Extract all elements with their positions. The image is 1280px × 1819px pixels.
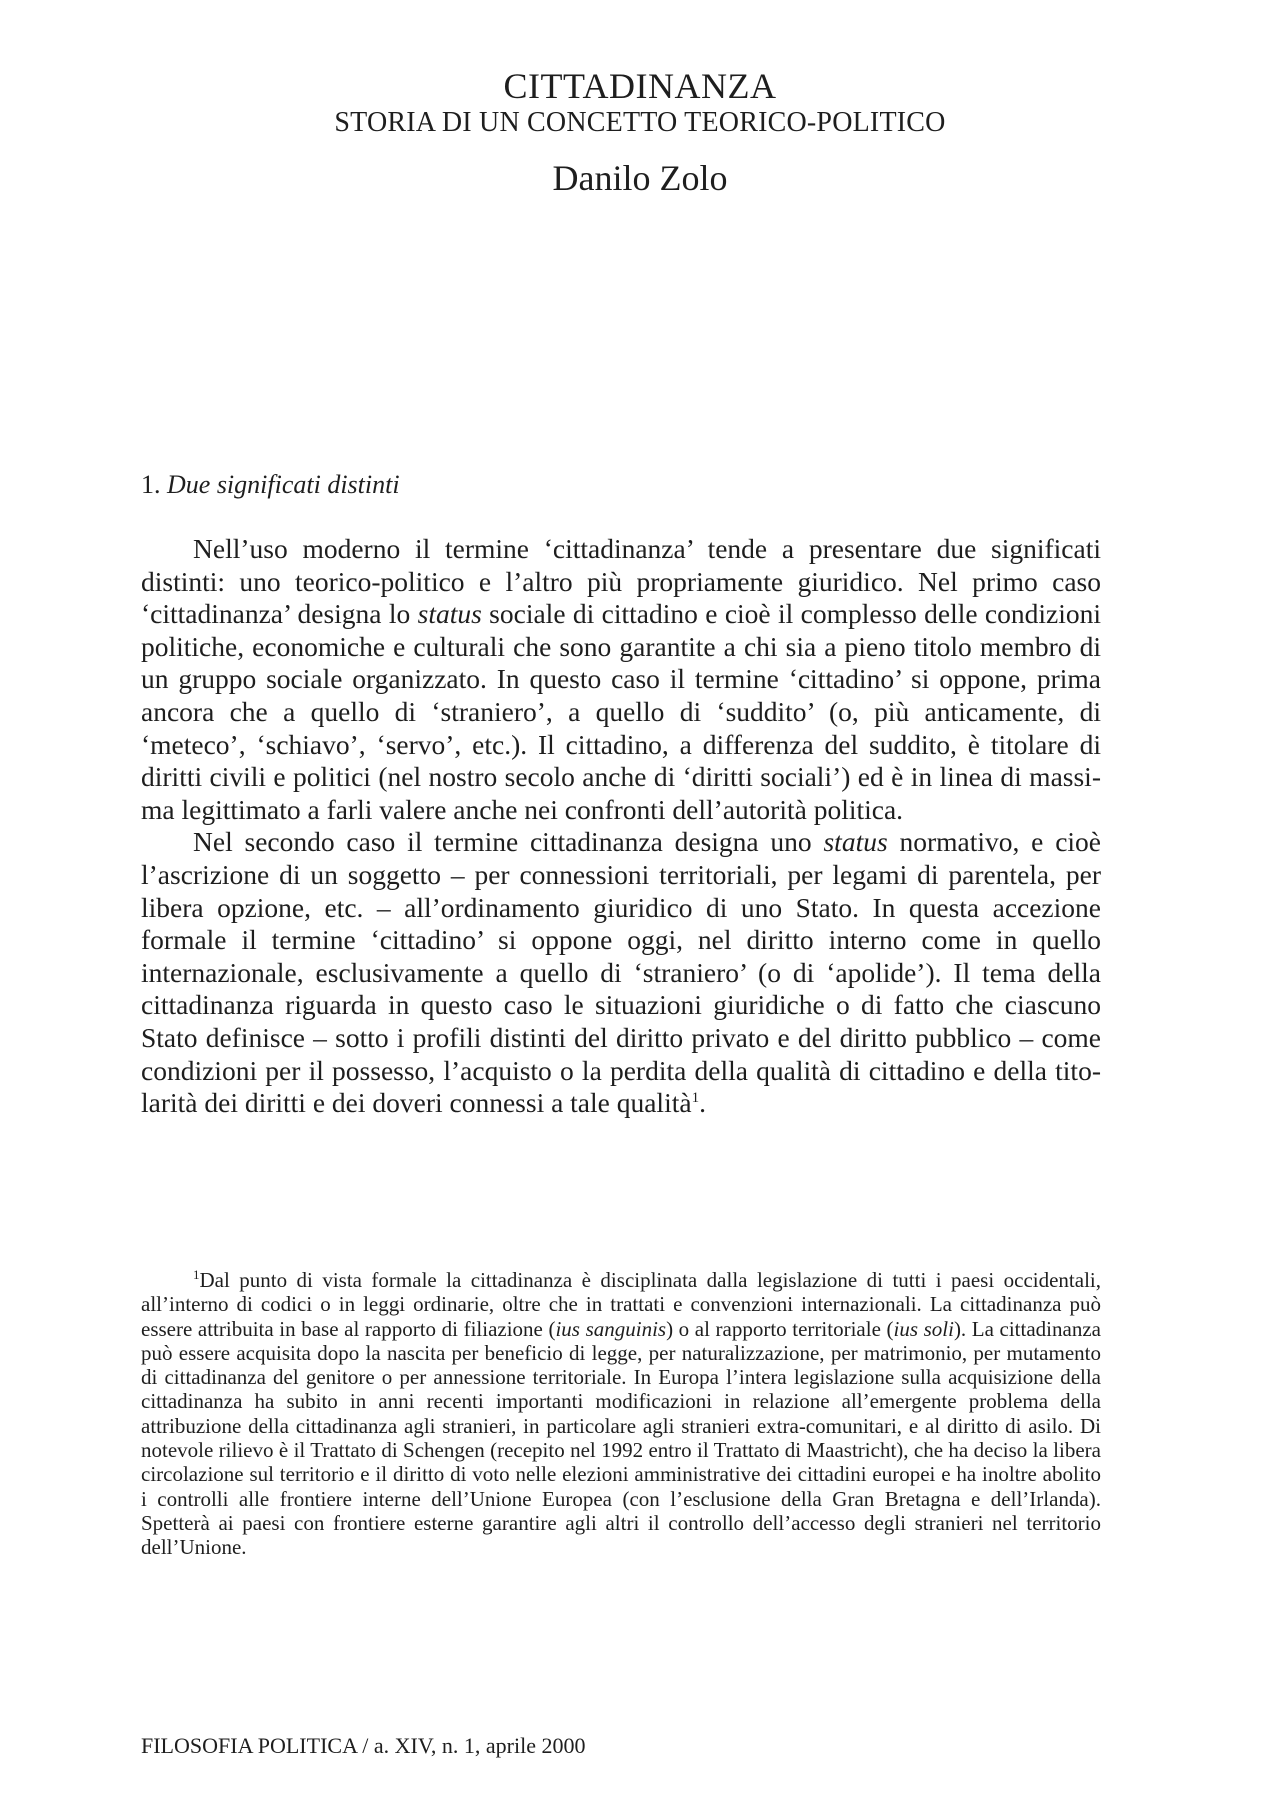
section-heading bbox=[141, 468, 400, 502]
journal-citation: FILOSOFIA POLITICA / a. XIV, n. 1, aprile 2000 bbox=[141, 1733, 586, 1758]
body-text bbox=[141, 533, 1101, 1120]
footnote-number: 1 bbox=[193, 1267, 200, 1282]
title-block bbox=[0, 66, 1280, 198]
footnote-text-b: ) o al rapporto territoriale ( bbox=[666, 1316, 894, 1341]
footnote-1 bbox=[141, 1268, 1101, 1560]
article-title: CITTADINANZA bbox=[503, 66, 777, 106]
footnotes bbox=[141, 1268, 1101, 1560]
paragraph-2-italic-status: status bbox=[823, 826, 888, 858]
paragraph-1-text-b: sociale di cittadino e cioè il complesso delle condizioni politiche, economiche e culturali che sono garantite a chi sia a pieno titolo membro di un gruppo sociale organizzato. In questo caso il termine ‘cittadino’ si oppone, prima ancora che a quello di ‘straniero’, a quello di ‘suddito’ (o, più anticamente, di ‘meteco’, ‘schiavo’, ‘servo’, etc.). Il cittadino, a differenza del suddito, è titolare di diritti civili e politici (nel nostro secolo anche di ‘diritti sociali’) ed è in linea di massima legittimato a farli valere anche nei confronti dell’autorità politica. bbox=[141, 598, 1102, 825]
footnote-italic-ius-soli: ius soli bbox=[893, 1316, 954, 1341]
section-number: 1. bbox=[141, 470, 161, 499]
paragraph-2-text-a: Nel secondo caso il termine cittadinanza designa uno bbox=[193, 826, 824, 858]
footnote-text-a: Dal punto di vista formale la cittadinanza è disciplinata dalla legislazione di tutti i paesi occidentali, all’interno di codici o in leggi ordinarie, oltre che in trattati e convenzioni internazionali. La cittadinanza può essere attribuita in base al rapporto di filiazione ( bbox=[141, 1268, 1101, 1341]
paragraph-1-text-a: Nell’uso moderno il termine ‘cittadinanza’ tende a presentare due significati distinti: uno teorico-politico e l’altro più propriamente giuridico. Nel primo caso ‘cittadinanza’ designa lo bbox=[141, 533, 1101, 630]
paragraph-2-text-b: normativo, e cioè l’ascrizione di un soggetto – per connessioni territoriali, per legami di parentela, per libera opzione, etc. – all’ordinamento giuridico di uno Stato. In questa accezione formale il termine ‘cittadino’ si oppone oggi, nel diritto interno come in quello internazionale, esclusivamente a quello di ‘straniero’ (o di ‘apolide’). Il tema della cittadinanza riguarda in questo caso le situazioni giuridiche o di fatto che ciascuno Stato definisce – sotto i profili distinti del diritto privato e del diritto pubblico – come condizioni per il possesso, l’acquisto o la perdita della qualità di cittadino e della titolarità dei diritti e dei doveri connessi a tale qualità bbox=[141, 826, 1101, 1119]
article-subtitle: STORIA DI UN CONCETTO TEORICO-POLITICO bbox=[334, 107, 946, 138]
footnote-reference[interactable]: 1 bbox=[691, 1089, 700, 1106]
paragraph-2-text-c: . bbox=[699, 1087, 706, 1119]
footnote-text-c: ). La cittadinanza può essere acquisita dopo la nascita per beneficio di legge, per naturalizzazione, per matrimonio, per mutamento di cittadinanza del genitore o per annessione territoriale. In Europa l’intera legislazione sulla acquisizione della cittadinanza ha subito in anni recenti importanti modificazioni in relazione all’emergente problema della attribuzione della cittadinanza agli stranieri, in particolare agli stranieri extra-comunitari, e al diritto di asilo. Di notevole rilievo è il Trattato di Schengen (recepito nel 1992 entro il Trattato di Maastricht), che ha deciso la libera circolazione sul territorio e il diritto di voto nelle elezioni amministrative dei cittadini europei e ha inoltre abolito i controlli alle frontiere interne dell’Unione Europea (con l’esclusione della Gran Bretagna e dell’Irlanda). Spetterà ai paesi con frontiere esterne garantire agli altri il controllo dell’accesso degli stranieri nel territorio dell’Unione. bbox=[141, 1316, 1101, 1560]
article-author: Danilo Zolo bbox=[552, 158, 728, 198]
paragraph-1 bbox=[141, 533, 1101, 826]
paragraph-1-italic-status: status bbox=[417, 598, 482, 630]
paragraph-2 bbox=[141, 826, 1101, 1119]
section-title: Due significati distinti bbox=[167, 470, 400, 499]
footnote-italic-ius-sanguinis: ius sanguinis bbox=[555, 1316, 667, 1341]
